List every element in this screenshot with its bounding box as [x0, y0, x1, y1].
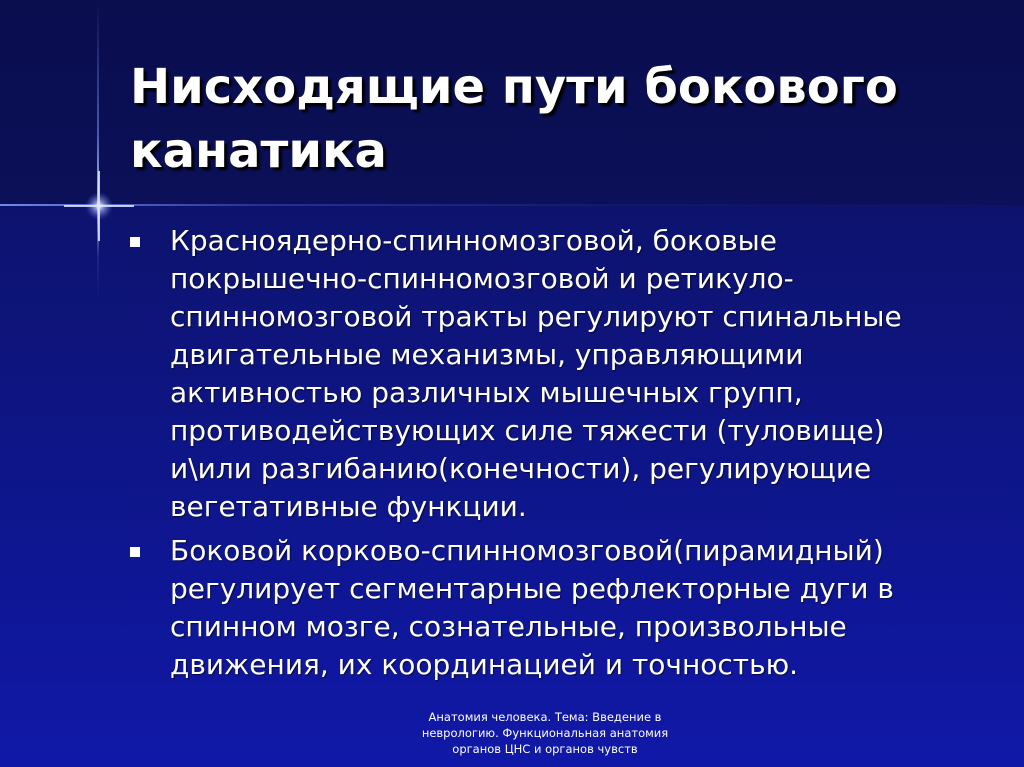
slide-title: Нисходящие пути бокового канатика: [130, 59, 898, 179]
decorative-horizontal-line: [0, 204, 1024, 206]
sparkle-icon: [64, 171, 134, 241]
square-bullet-icon: [130, 547, 140, 557]
list-item: [130, 222, 970, 526]
bullet-list: [130, 222, 970, 690]
slide-footer: Анатомия человека. Тема: Введение в неврологию. Функциональная анатомия органов ЦНС и органов чувств: [421, 710, 669, 756]
bullet-text: Красноядерно-спинномозговой, боковые покрышечно-спинномозговой и ретикуло-спинномозговой тракты регулируют спинальные двигательные механизмы, управляющими активностью различных мышечных групп, противодействующих силе тяжести (туловище) и\или разгибанию(конечности), регулирующие вегетативные функции.: [170, 224, 902, 523]
list-item: [130, 532, 970, 684]
decorative-vertical-line: [97, 0, 99, 300]
bullet-text: Боковой корково-спинномозговой(пирамидный) регулирует сегментарные рефлекторные дуги в спинном мозге, сознательные, произвольные движения, их координацией и точностью.: [170, 534, 894, 681]
square-bullet-icon: [130, 237, 140, 247]
